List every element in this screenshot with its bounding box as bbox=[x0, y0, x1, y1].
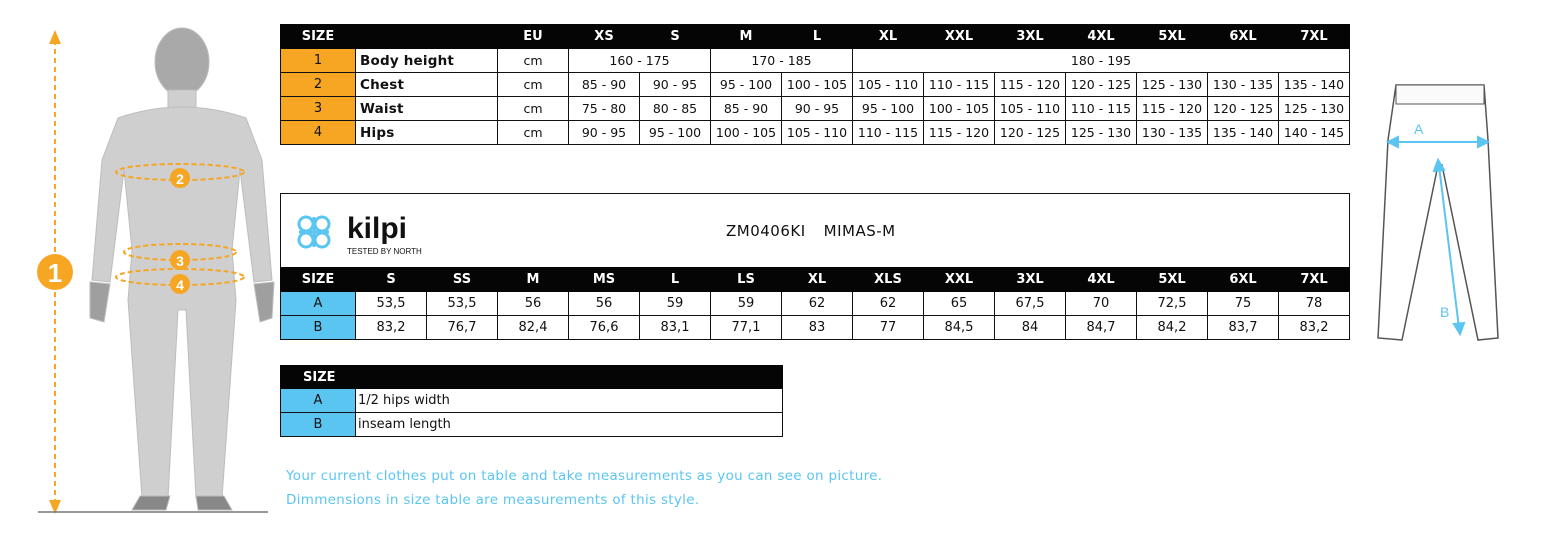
size-value-cell: 125 - 130 bbox=[1066, 121, 1137, 145]
garment-table-header: XL bbox=[782, 268, 853, 292]
size-value-cell: 120 - 125 bbox=[995, 121, 1066, 145]
size-value-cell: 85 - 90 bbox=[711, 97, 782, 121]
size-value-cell: 115 - 120 bbox=[1137, 97, 1208, 121]
garment-value-cell: 83 bbox=[782, 316, 853, 340]
garment-value-cell: 65 bbox=[924, 292, 995, 316]
size-value-cell: 120 - 125 bbox=[1066, 73, 1137, 97]
body-table-header bbox=[356, 25, 498, 49]
row-number: 3 bbox=[281, 97, 356, 121]
body-table-header: EU bbox=[498, 25, 569, 49]
size-value-cell: 105 - 110 bbox=[995, 97, 1066, 121]
row-number: 2 bbox=[281, 73, 356, 97]
garment-table-header: L bbox=[640, 268, 711, 292]
size-value-cell: 95 - 100 bbox=[853, 97, 924, 121]
garment-value-cell: 67,5 bbox=[995, 292, 1066, 316]
unit-cell: cm bbox=[498, 73, 569, 97]
garment-value-cell: 84,7 bbox=[1066, 316, 1137, 340]
size-value-cell: 135 - 140 bbox=[1279, 73, 1350, 97]
size-value-cell: 80 - 85 bbox=[640, 97, 711, 121]
size-value-cell: 125 - 130 bbox=[1137, 73, 1208, 97]
size-value-cell: 120 - 125 bbox=[1208, 97, 1279, 121]
body-measurement-figure bbox=[0, 0, 280, 537]
legend-row bbox=[281, 413, 783, 437]
size-value-cell: 180 - 195 bbox=[853, 49, 1350, 73]
garment-table-header: 7XL bbox=[1279, 268, 1350, 292]
body-table-header: 5XL bbox=[1137, 25, 1208, 49]
product-name: MIMAS-M bbox=[823, 222, 896, 240]
measurement-label: Body height bbox=[356, 49, 498, 73]
garment-row-label: B bbox=[281, 316, 356, 340]
body-table-header: XL bbox=[853, 25, 924, 49]
size-value-cell: 100 - 105 bbox=[711, 121, 782, 145]
garment-table-header: SIZE bbox=[281, 268, 356, 292]
garment-table-header: XXL bbox=[924, 268, 995, 292]
size-value-cell: 115 - 120 bbox=[995, 73, 1066, 97]
pants-marker-a: A bbox=[1414, 121, 1424, 137]
legend-label: A bbox=[281, 389, 356, 413]
row-number: 4 bbox=[281, 121, 356, 145]
measurement-label: Chest bbox=[356, 73, 498, 97]
garment-value-cell: 72,5 bbox=[1137, 292, 1208, 316]
body-table-row bbox=[281, 121, 1350, 145]
garment-value-cell: 83,2 bbox=[1279, 316, 1350, 340]
garment-table-header: 3XL bbox=[995, 268, 1066, 292]
body-table-header: XXL bbox=[924, 25, 995, 49]
size-value-cell: 100 - 105 bbox=[782, 73, 853, 97]
row-number: 1 bbox=[281, 49, 356, 73]
product-code: ZM0406KI bbox=[726, 222, 806, 240]
garment-value-cell: 62 bbox=[853, 292, 924, 316]
garment-table-row bbox=[281, 316, 1350, 340]
garment-table-header: SS bbox=[427, 268, 498, 292]
pants-measurement-figure bbox=[1360, 70, 1520, 360]
legend-description: inseam length bbox=[356, 413, 783, 437]
size-value-cell: 105 - 110 bbox=[782, 121, 853, 145]
pants-marker-b: B bbox=[1440, 304, 1450, 320]
marker-3: 3 bbox=[176, 253, 184, 269]
body-table-row bbox=[281, 97, 1350, 121]
size-value-cell: 75 - 80 bbox=[569, 97, 640, 121]
size-value-cell: 100 - 105 bbox=[924, 97, 995, 121]
legend-row bbox=[281, 389, 783, 413]
size-value-cell: 125 - 130 bbox=[1279, 97, 1350, 121]
unit-cell: cm bbox=[498, 49, 569, 73]
size-value-cell: 90 - 95 bbox=[569, 121, 640, 145]
garment-table-header: MS bbox=[569, 268, 640, 292]
size-value-cell: 130 - 135 bbox=[1208, 73, 1279, 97]
garment-table-header: 5XL bbox=[1137, 268, 1208, 292]
garment-value-cell: 84,2 bbox=[1137, 316, 1208, 340]
garment-size-table bbox=[280, 267, 1350, 340]
garment-value-cell: 56 bbox=[498, 292, 569, 316]
marker-1: 1 bbox=[47, 258, 63, 288]
size-value-cell: 95 - 100 bbox=[640, 121, 711, 145]
garment-table-header: XLS bbox=[853, 268, 924, 292]
unit-cell: cm bbox=[498, 121, 569, 145]
body-table-header: 3XL bbox=[995, 25, 1066, 49]
garment-value-cell: 84 bbox=[995, 316, 1066, 340]
body-table-header: L bbox=[782, 25, 853, 49]
garment-value-cell: 53,5 bbox=[427, 292, 498, 316]
size-value-cell: 110 - 115 bbox=[924, 73, 995, 97]
legend-label: B bbox=[281, 413, 356, 437]
garment-row-label: A bbox=[281, 292, 356, 316]
garment-value-cell: 82,4 bbox=[498, 316, 569, 340]
size-value-cell: 160 - 175 bbox=[569, 49, 711, 73]
size-value-cell: 110 - 115 bbox=[853, 121, 924, 145]
body-table-header: 7XL bbox=[1279, 25, 1350, 49]
garment-value-cell: 59 bbox=[640, 292, 711, 316]
body-table-header: S bbox=[640, 25, 711, 49]
body-table-row bbox=[281, 73, 1350, 97]
garment-value-cell: 83,2 bbox=[356, 316, 427, 340]
garment-table-header: 4XL bbox=[1066, 268, 1137, 292]
measurement-label: Waist bbox=[356, 97, 498, 121]
garment-table-header: LS bbox=[711, 268, 782, 292]
body-size-table bbox=[280, 24, 1350, 145]
garment-value-cell: 83,1 bbox=[640, 316, 711, 340]
size-value-cell: 135 - 140 bbox=[1208, 121, 1279, 145]
garment-value-cell: 83,7 bbox=[1208, 316, 1279, 340]
garment-table-header: 6XL bbox=[1208, 268, 1279, 292]
brand-tagline: TESTED BY NORTH bbox=[347, 247, 422, 256]
body-table-header: 4XL bbox=[1066, 25, 1137, 49]
body-table-row bbox=[281, 49, 1350, 73]
brand-name: kilpi bbox=[347, 212, 408, 245]
garment-value-cell: 84,5 bbox=[924, 316, 995, 340]
garment-value-cell: 59 bbox=[711, 292, 782, 316]
size-value-cell: 140 - 145 bbox=[1279, 121, 1350, 145]
garment-table-row bbox=[281, 292, 1350, 316]
body-table-header: SIZE bbox=[281, 25, 356, 49]
legend-header: SIZE bbox=[281, 366, 783, 389]
size-value-cell: 170 - 185 bbox=[711, 49, 853, 73]
size-value-cell: 90 - 95 bbox=[640, 73, 711, 97]
garment-table-header: M bbox=[498, 268, 569, 292]
garment-value-cell: 76,7 bbox=[427, 316, 498, 340]
size-value-cell: 85 - 90 bbox=[569, 73, 640, 97]
garment-value-cell: 78 bbox=[1279, 292, 1350, 316]
legend-description: 1/2 hips width bbox=[356, 389, 783, 413]
body-table-header: XS bbox=[569, 25, 640, 49]
marker-4: 4 bbox=[176, 277, 184, 293]
garment-value-cell: 62 bbox=[782, 292, 853, 316]
brand-header bbox=[280, 193, 1350, 267]
garment-value-cell: 70 bbox=[1066, 292, 1137, 316]
garment-value-cell: 56 bbox=[569, 292, 640, 316]
kilpi-logo bbox=[289, 202, 439, 262]
marker-2: 2 bbox=[176, 171, 184, 187]
size-value-cell: 130 - 135 bbox=[1137, 121, 1208, 145]
garment-value-cell: 77 bbox=[853, 316, 924, 340]
garment-table-header: S bbox=[356, 268, 427, 292]
unit-cell: cm bbox=[498, 97, 569, 121]
garment-value-cell: 77,1 bbox=[711, 316, 782, 340]
body-table-header: 6XL bbox=[1208, 25, 1279, 49]
garment-value-cell: 53,5 bbox=[356, 292, 427, 316]
note-line-1: Your current clothes put on table and take measurements as you can see on picture. bbox=[286, 468, 883, 484]
note-line-2: Dimmensions in size table are measurements of this style. bbox=[286, 492, 700, 508]
legend-table bbox=[280, 365, 783, 437]
body-table-header: M bbox=[711, 25, 782, 49]
garment-value-cell: 76,6 bbox=[569, 316, 640, 340]
garment-value-cell: 75 bbox=[1208, 292, 1279, 316]
measurement-label: Hips bbox=[356, 121, 498, 145]
product-title bbox=[726, 222, 896, 240]
size-value-cell: 105 - 110 bbox=[853, 73, 924, 97]
size-value-cell: 115 - 120 bbox=[924, 121, 995, 145]
size-value-cell: 110 - 115 bbox=[1066, 97, 1137, 121]
size-value-cell: 90 - 95 bbox=[782, 97, 853, 121]
size-value-cell: 95 - 100 bbox=[711, 73, 782, 97]
